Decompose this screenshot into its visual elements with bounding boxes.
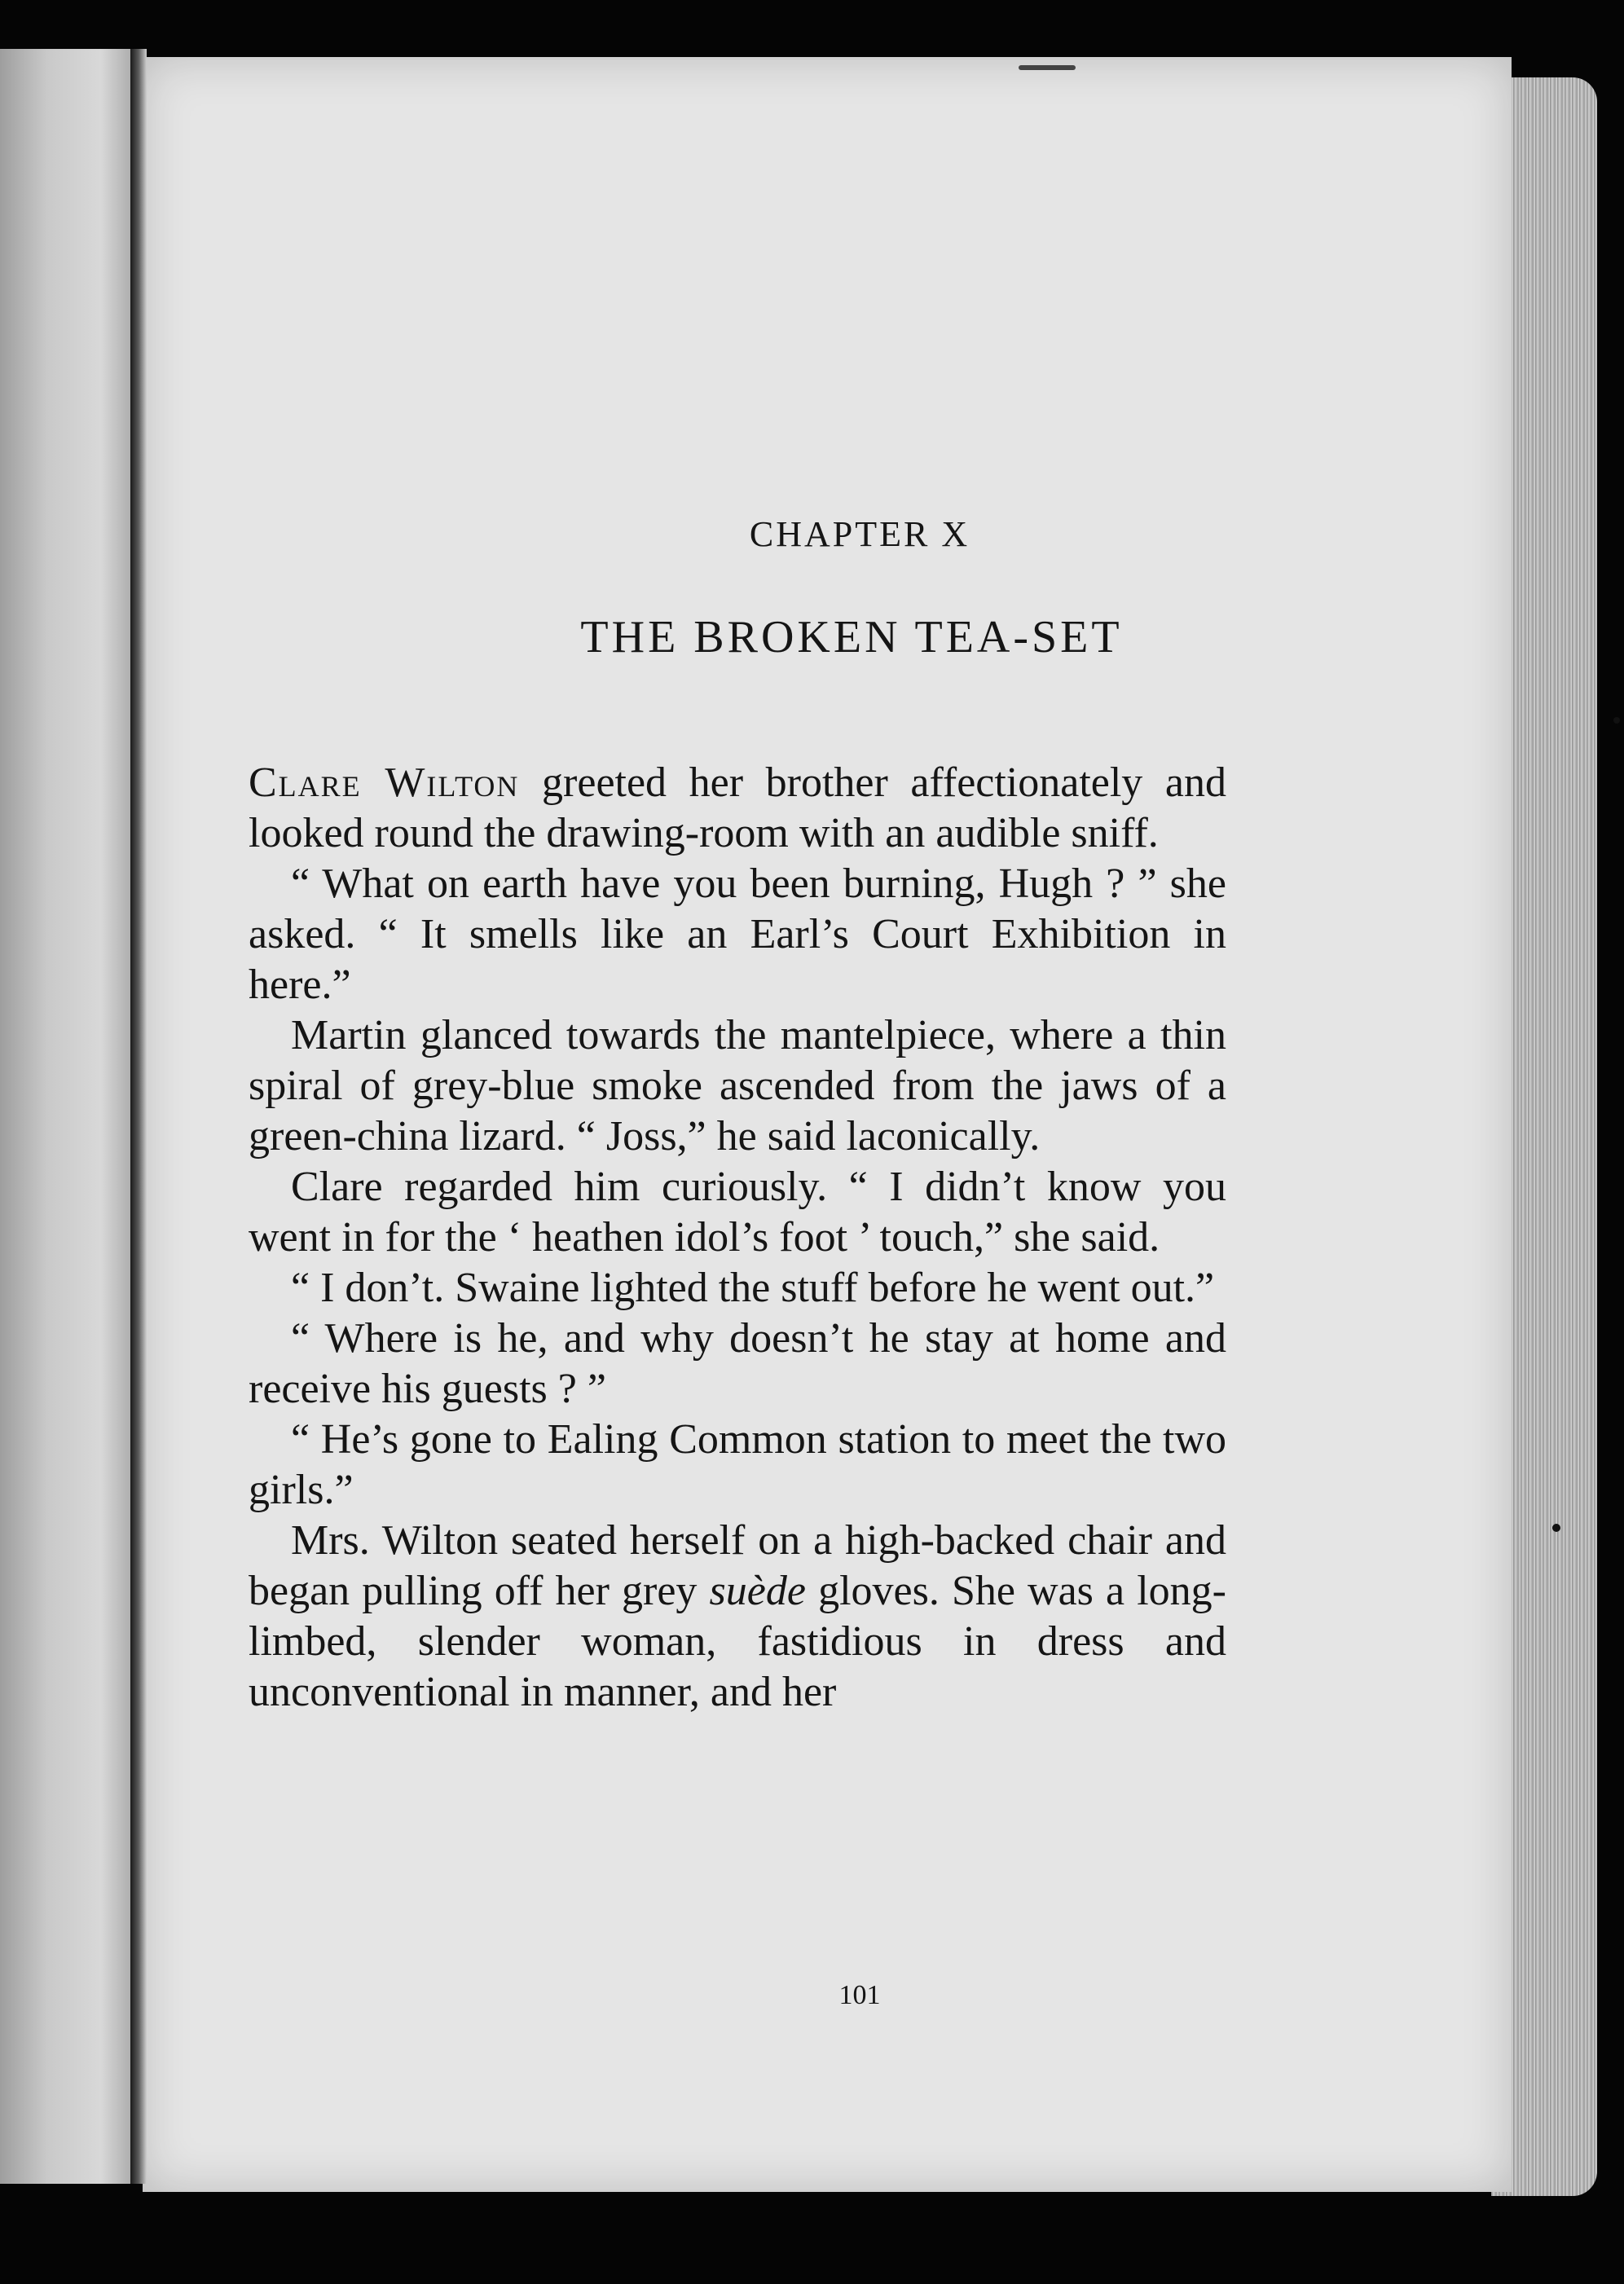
paragraph-2: “ What on earth have you been burning, Hugh ? ” she asked. “ It smells like an Earl’s Court Exhibition in here.” [249,860,1226,1008]
scan-speck [1552,1524,1560,1532]
chapter-body [249,758,1226,1718]
page-number: 101 [838,1980,881,2010]
paragraph-3: Martin glanced towards the mantelpiece, where a thin spiral of grey-blue smoke ascended from the jaws of a green-china lizard. “ Joss,” he said laconically. [249,1012,1226,1160]
italic-word: suède [709,1568,806,1614]
paragraph-8 [249,1516,1226,1718]
paragraph-lead-name: Clare Wilton [249,759,520,806]
book-gutter [130,49,147,2184]
left-page-edge [0,49,134,2184]
paragraph-8-text-before: Mrs. Wilton seated herself on a high-backed chair and began pulling off her grey [249,1517,1226,1614]
paragraph-8-text-after: gloves. She was a long-limbed, slender woman, fastidious in dress and unconventional in manner, and her [249,1568,1226,1715]
chapter-label: CHAPTER X [749,514,970,554]
chapter-title: THE BROKEN TEA-SET [580,612,1123,662]
scan-speck [1019,65,1076,70]
paragraph-1 [249,758,1226,859]
paragraph-5: “ I don’t. Swaine lighted the stuff before he went out.” [291,1265,1215,1311]
paragraph-1-text: greeted her brother affectionately and looked round the drawing-room with an audible sniff. [249,759,1226,856]
scan-speck [1613,717,1620,724]
paragraph-6: “ Where is he, and why doesn’t he stay at home and receive his guests ? ” [249,1315,1226,1412]
book-page [143,57,1512,2192]
paragraph-4: Clare regarded him curiously. “ I didn’t know you went in for the ‘ heathen idol’s foot ’ touch,” she said. [249,1164,1226,1261]
paragraph-7: “ He’s gone to Ealing Common station to meet the two girls.” [249,1416,1226,1513]
page-text-block [143,57,1512,2192]
